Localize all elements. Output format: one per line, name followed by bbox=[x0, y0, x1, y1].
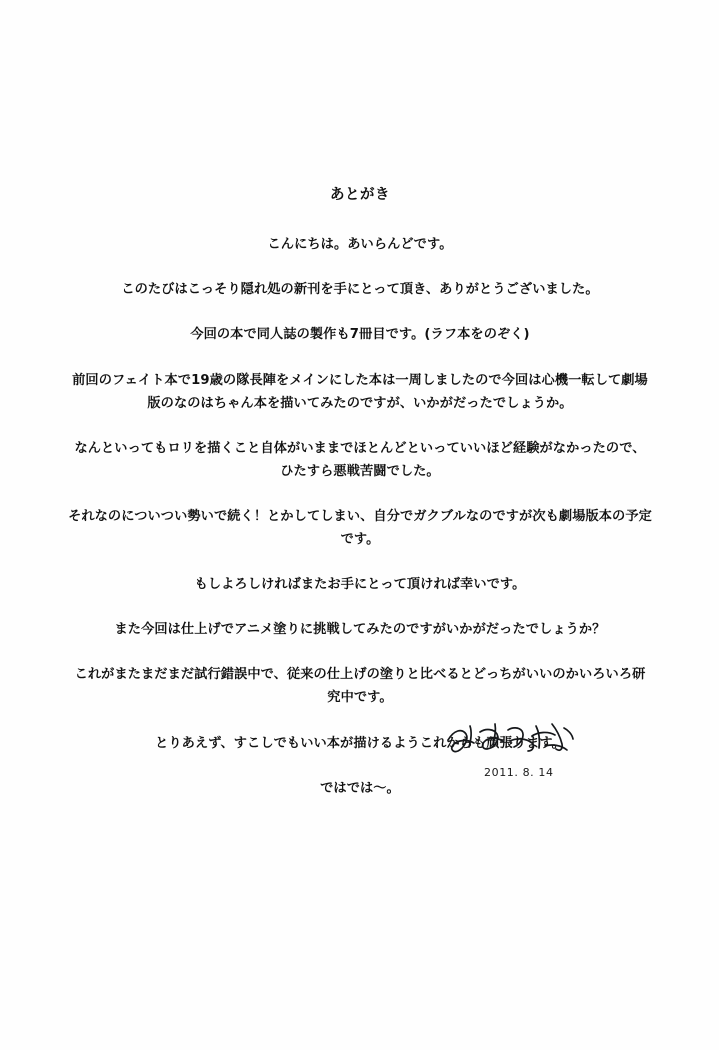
page-title: あとがき bbox=[330, 187, 390, 203]
paragraph-loli-experience: なんといってもロリを描くこと自体がいままでほとんどといっていいほど経験がなかったので、ひたすら悪戦苦闘でした。 bbox=[74, 440, 646, 479]
paragraph-previous-book: 前回のフェイト本で19歳の隊長陣をメインにした本は一周しましたので今回は心機一転して劇場版のなのはちゃん本を描いてみたのですが、いかがだったでしょうか。 bbox=[72, 372, 648, 411]
paragraph-seventh-book: 今回の本で同人誌の製作も7冊目です。(ラフ本をのぞく) bbox=[190, 327, 530, 343]
paragraph-anime-coloring: また今回は仕上げでアニメ塗りに挑戦してみたのですがいかがだったでしょうか？ bbox=[114, 622, 606, 638]
paragraph-closing-effort: とりあえず、すこしでもいい本が描けるようこれからも頑張ります。 bbox=[155, 735, 565, 751]
paragraph-next-volume: それなのについつい勢いで続く！とかしてしまい、自分でガクブルなのですが次も劇場版本の予定です。 bbox=[68, 508, 652, 548]
paragraph-please-pick-up: もしよろしければまたお手にとって頂ければ幸いです。 bbox=[194, 577, 526, 593]
signature-date: 2011. 8. 14 bbox=[484, 766, 554, 779]
paragraph-trial-and-error: これがまたまだまだ試行錯誤中で、従来の仕上げの塗りと比べるとどっちがいいのかいろいろ研究中です。 bbox=[74, 667, 646, 706]
paragraph-greeting: こんにちは。あいらんどです。 bbox=[267, 237, 453, 253]
paragraph-farewell: ではでは～。 bbox=[320, 780, 400, 796]
signature-block bbox=[440, 718, 580, 788]
paragraph-thanks: このたびはこっそり隠れ処の新刊を手にとって頂き、ありがとうございました。 bbox=[121, 282, 599, 298]
